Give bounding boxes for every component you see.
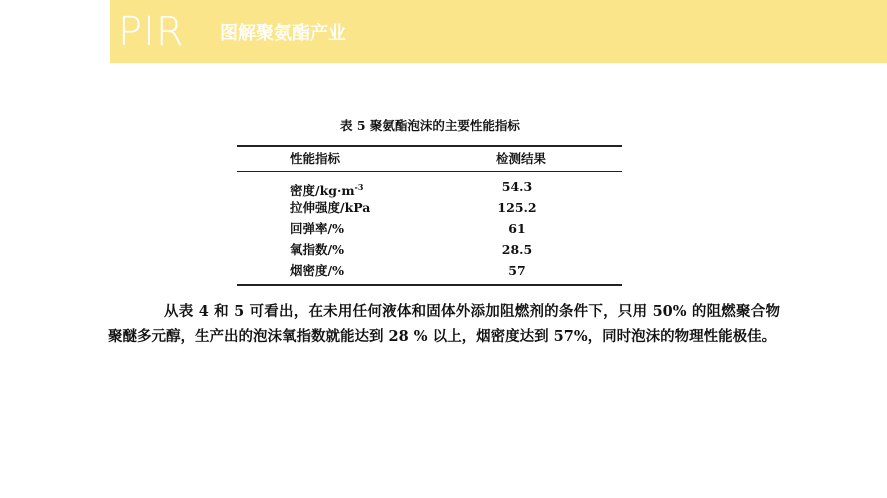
table-caption: 表 5 聚氨酯泡沫的主要性能指标 [340, 118, 520, 133]
header-bar [110, 0, 887, 63]
row-property-name: 回弹率/% [290, 221, 344, 236]
column-header-result: 检测结果 [496, 151, 547, 166]
row-property-name: 密度$/kg\cdot m^{-3}$ [290, 182, 364, 198]
table-row [237, 262, 622, 281]
column-header-property: 性能指标 [290, 151, 341, 166]
row-property-name: 拉伸强度/kPa [290, 200, 371, 215]
row-result-value: 125.2 [497, 200, 537, 215]
header-title: 图解聚氨酯产业 [220, 23, 346, 44]
row-result-value: 54.3 [501, 179, 533, 194]
table-row [237, 220, 622, 239]
row-result-value: 28.5 [501, 242, 533, 257]
row-property-name: 烟密度/% [290, 263, 344, 278]
table-row [237, 178, 622, 197]
table-row [237, 199, 622, 218]
table-bottom-rule [237, 284, 622, 286]
row-property-name: 氧指数/% [290, 242, 344, 257]
header-logo: PIR [118, 9, 185, 55]
body-paragraph: 从表 4 和 5 可看出，在未用任何液体和固体外添加阻燃剂的条件下，只用 50% 的阻燃聚合物聚醚多元醇，生产出的泡沫氧指数就能达到 28 % 以上，烟密度达到 57%，同时泡沫的物理性能极佳。 [108, 303, 780, 345]
row-result-value: 61 [508, 221, 526, 236]
table-header-rule [237, 171, 622, 172]
table-row [237, 241, 622, 260]
row-result-value: 57 [508, 263, 526, 278]
table-top-rule [237, 145, 622, 147]
